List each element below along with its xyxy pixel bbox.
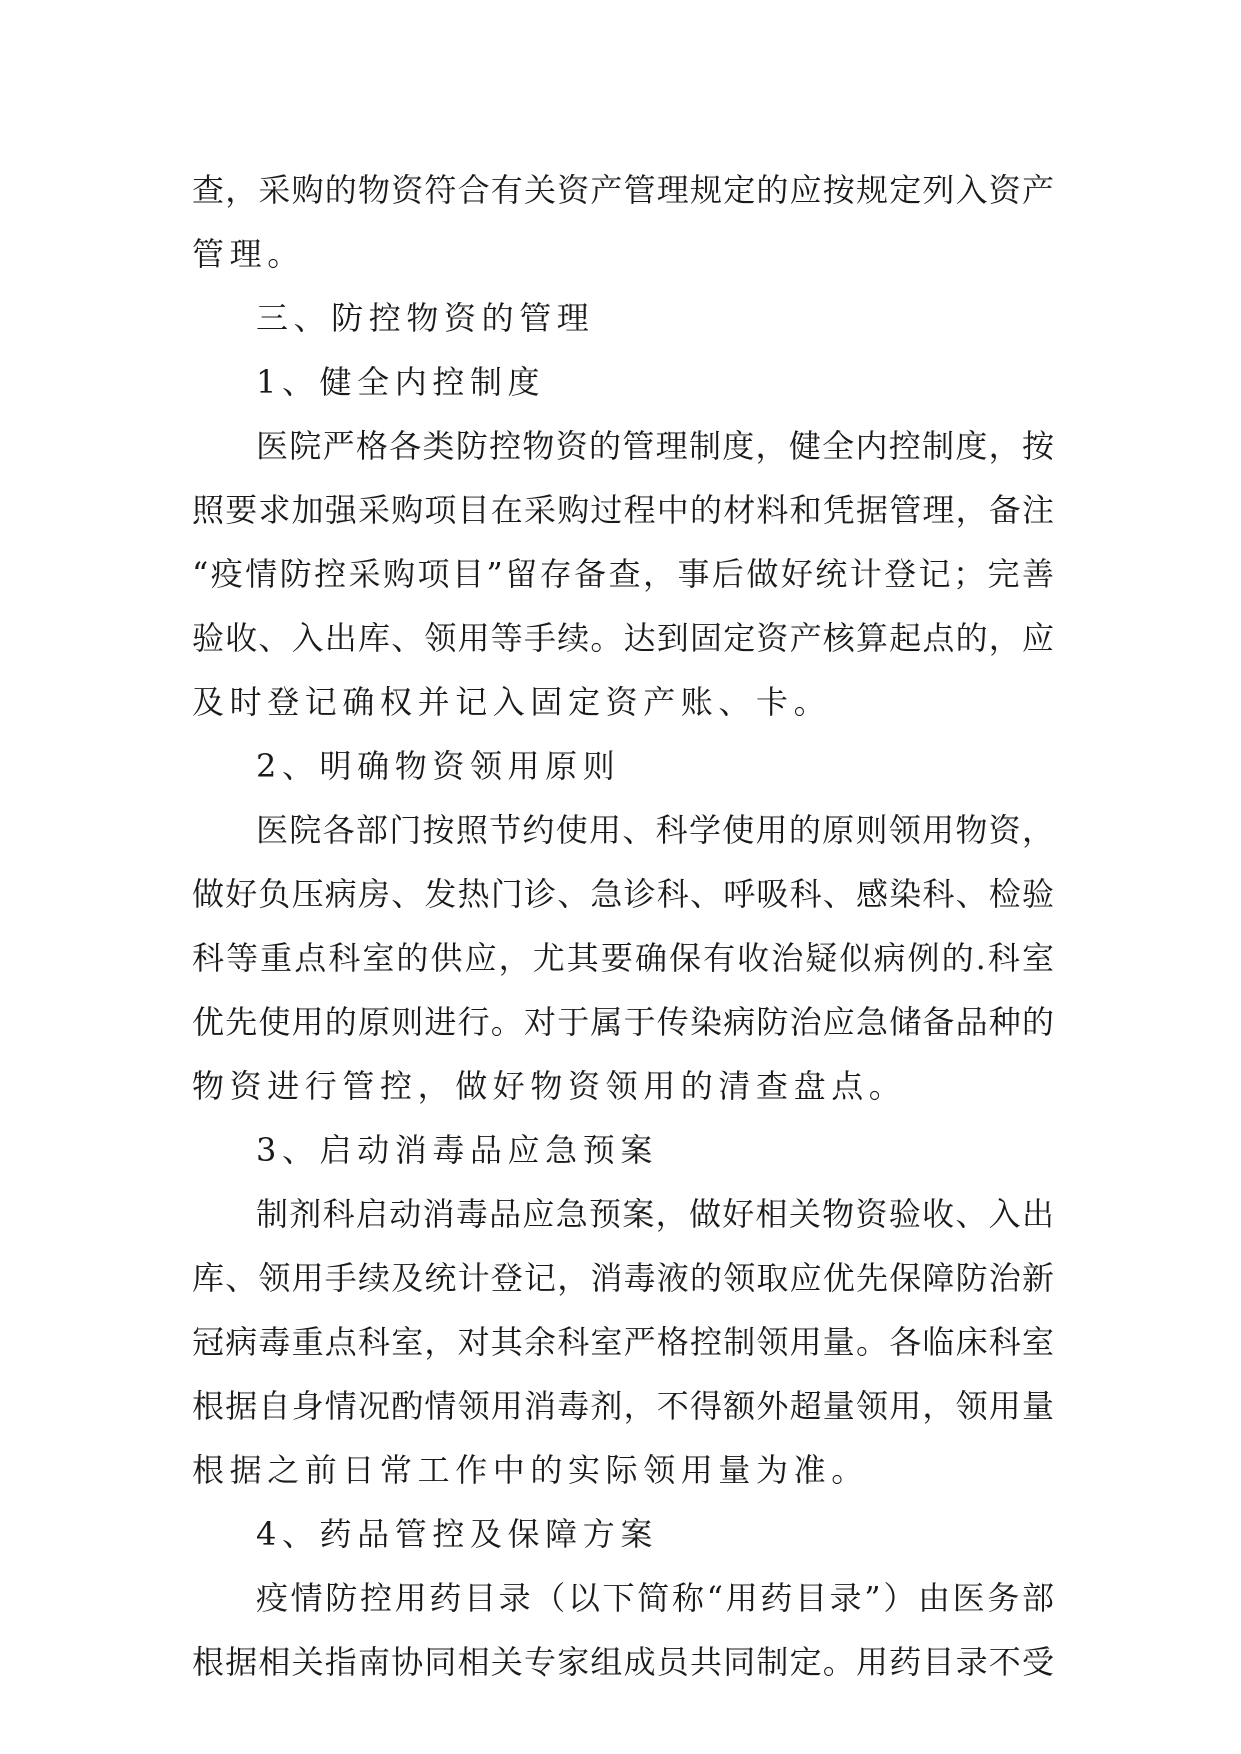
text-line: 制剂科启动消毒品应急预案，做好相关物资验收、入出 [256,1195,1054,1233]
text-line: 2、明确物资领用原则 [256,747,621,785]
paragraph [192,158,1054,286]
text-line: 医院严格各类防控物资的管理制度，健全内控制度，按 [256,427,1054,465]
text-line: 根据之前日常工作中的实际领用量为准。 [192,1451,869,1489]
text-line: 1、健全内控制度 [256,363,546,401]
subsection-heading [192,350,1054,414]
text-line: 医院各部门按照节约使用、科学使用的原则领用物资， [256,811,1054,849]
text-line: 根据自身情况酌情领用消毒剂，不得额外超量领用，领用量 [192,1387,1054,1425]
text-line: 照要求加强采购项目在采购过程中的材料和凭据管理，备注 [192,491,1054,529]
text-line: 3、启动消毒品应急预案 [256,1131,658,1169]
text-line: 4、药品管控及保障方案 [256,1515,658,1553]
text-line: 科等重点科室的供应，尤其要确保有收治疑似病例的.科室 [192,939,1054,977]
paragraph [192,1566,1054,1694]
subsection-heading [192,1118,1054,1182]
text-line: 做好负压病房、发热门诊、急诊科、呼吸科、感染科、检验 [192,875,1054,913]
text-line: 验收、入出库、领用等手续。达到固定资产核算起点的，应 [192,619,1054,657]
subsection-heading [192,734,1054,798]
section-heading [192,286,1054,350]
text-line: 冠病毒重点科室，对其余科室严格控制领用量。各临床科室 [192,1323,1054,1361]
text-line: 根据相关指南协同相关专家组成员共同制定。用药目录不受 [192,1643,1054,1681]
text-line: 管理。 [192,235,305,273]
text-line: 三、防控物资的管理 [256,299,595,337]
text-line: 查，采购的物资符合有关资产管理规定的应按规定列入资产 [192,171,1054,209]
text-line: 优先使用的原则进行。对于属于传染病防治应急储备品种的 [192,1003,1054,1041]
text-line: 库、领用手续及统计登记，消毒液的领取应优先保障防治新 [192,1259,1054,1297]
paragraph [192,798,1054,1118]
document-body [192,158,1054,1694]
paragraph [192,414,1054,734]
text-line: 疫情防控用药目录（以下简称“用药目录”）由医务部 [256,1579,1054,1617]
document-page [192,158,1054,1694]
paragraph [192,1182,1054,1502]
text-line: 及时登记确权并记入固定资产账、卡。 [192,683,832,721]
text-line: “疫情防控采购项目”留存备查，事后做好统计登记；完善 [192,555,1054,593]
subsection-heading [192,1502,1054,1566]
text-line: 物资进行管控，做好物资领用的清查盘点。 [192,1067,907,1105]
